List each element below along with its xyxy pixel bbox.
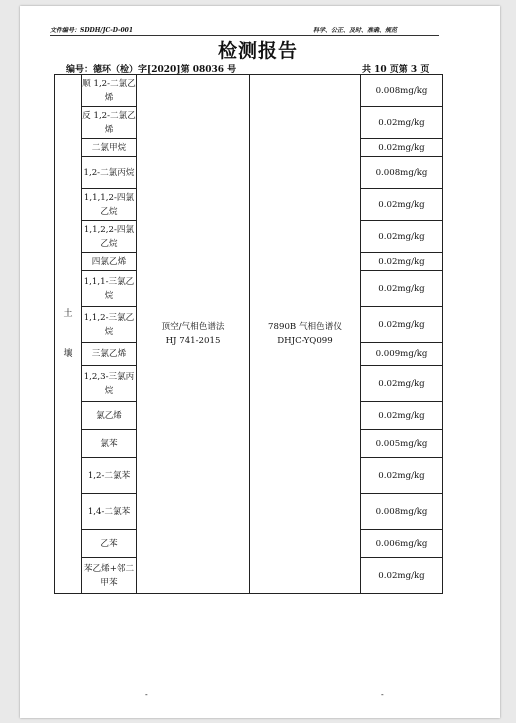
- detection-limit-cell: 0.02mg/kg: [361, 271, 443, 307]
- analyte-name-cell: 四氯乙烯: [82, 253, 137, 271]
- analyte-name-cell: 二氯甲烷: [82, 139, 137, 157]
- analyte-name-cell: 1,1,1-三氯乙烷: [82, 271, 137, 307]
- sample-category-cell: 土 壤: [55, 75, 82, 594]
- footer-mark-left: -: [145, 690, 148, 699]
- analyte-name-cell: 1,2-二氯苯: [82, 458, 137, 494]
- instrument-cell: 7890B 气相色谱仪 DHJC-YQ099: [250, 75, 361, 594]
- analyte-name-cell: 乙苯: [82, 530, 137, 558]
- report-title: 检测报告: [217, 40, 298, 62]
- detection-limit-cell: 0.02mg/kg: [361, 139, 443, 157]
- header-motto: 科学、公正、及时、准确、规范: [313, 27, 398, 34]
- analyte-name-cell: 顺 1,2-二氯乙烯: [82, 75, 137, 107]
- detection-limit-cell: 0.008mg/kg: [361, 494, 443, 530]
- analyte-name-cell: 1,1,1,2-四氯乙烷: [82, 189, 137, 221]
- detection-limit-cell: 0.02mg/kg: [361, 221, 443, 253]
- report-number: 编号：德环（检）字[2020]第 08036 号: [66, 65, 237, 75]
- detection-limit-cell: 0.005mg/kg: [361, 430, 443, 458]
- detection-limit-cell: 0.02mg/kg: [361, 107, 443, 139]
- footer-mark-right: -: [381, 690, 384, 699]
- file-number: 文件编号：SDDH/JC-D-001: [50, 27, 134, 34]
- analyte-name-cell: 1,2-二氯丙烷: [82, 157, 137, 189]
- detection-limit-cell: 0.02mg/kg: [361, 307, 443, 343]
- detection-limit-cell: 0.02mg/kg: [361, 366, 443, 402]
- detection-limit-cell: 0.02mg/kg: [361, 189, 443, 221]
- detection-limit-cell: 0.006mg/kg: [361, 530, 443, 558]
- analyte-name-cell: 苯乙烯+邻二甲苯: [82, 558, 137, 594]
- detection-limit-cell: 0.02mg/kg: [361, 402, 443, 430]
- method-cell: 顶空/气相色谱法 HJ 741-2015: [137, 75, 250, 594]
- analyte-name-cell: 1,1,2,2-四氯乙烷: [82, 221, 137, 253]
- analyte-name-cell: 1,4-二氯苯: [82, 494, 137, 530]
- detection-limit-cell: 0.02mg/kg: [361, 558, 443, 594]
- analyte-name-cell: 氯乙烯: [82, 402, 137, 430]
- analyte-name-cell: 1,1,2-三氯乙烷: [82, 307, 137, 343]
- detection-table: [54, 74, 443, 594]
- detection-limit-cell: 0.02mg/kg: [361, 253, 443, 271]
- analyte-name-cell: 1,2,3-三氯丙烷: [82, 366, 137, 402]
- detection-limit-cell: 0.009mg/kg: [361, 343, 443, 366]
- detection-limit-cell: 0.008mg/kg: [361, 157, 443, 189]
- analyte-name-cell: 三氯乙烯: [82, 343, 137, 366]
- detection-limit-cell: 0.02mg/kg: [361, 458, 443, 494]
- page-indicator: 共 10 页第 3 页: [362, 65, 430, 75]
- analyte-name-cell: 氯苯: [82, 430, 137, 458]
- analyte-name-cell: 反 1,2-二氯乙烯: [82, 107, 137, 139]
- detection-limit-cell: 0.008mg/kg: [361, 75, 443, 107]
- table-row: [55, 75, 443, 107]
